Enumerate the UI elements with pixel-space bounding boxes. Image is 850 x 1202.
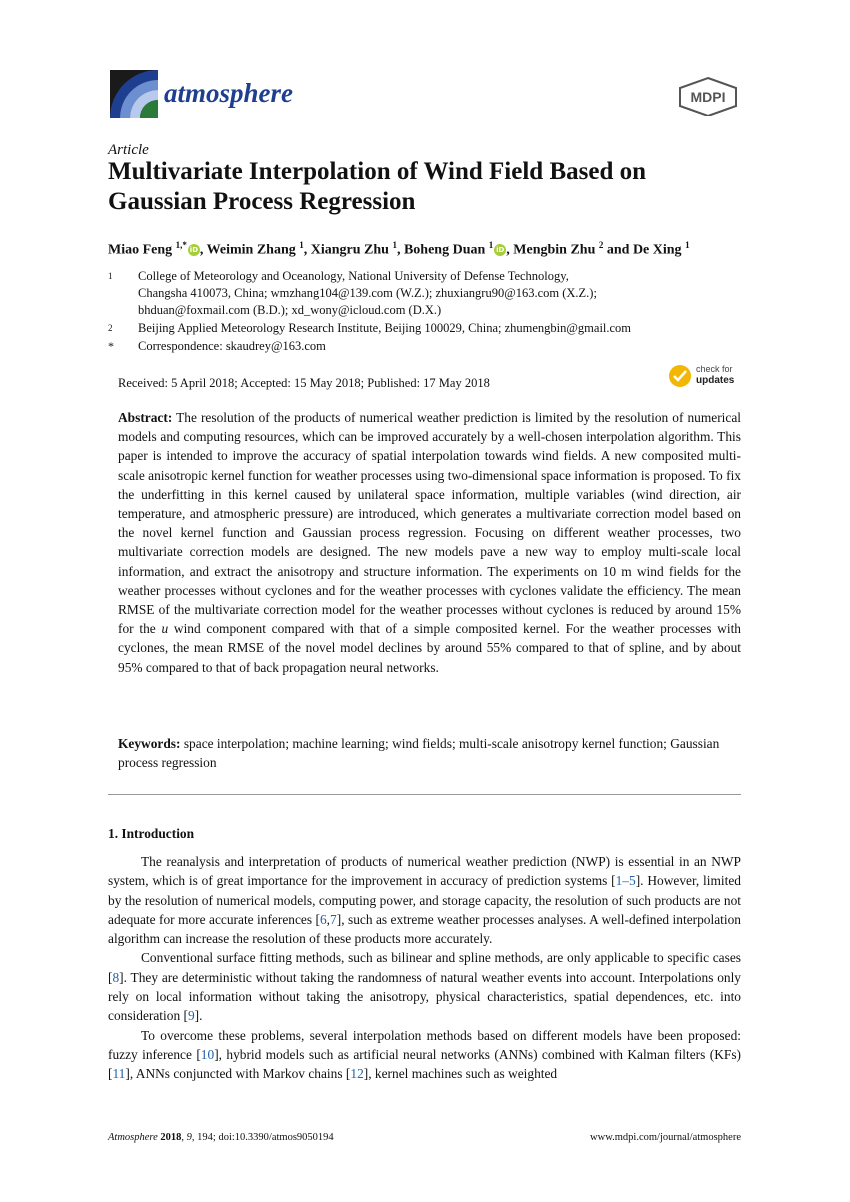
affiliation-line: Changsha 410073, China; wmzhang104@139.com (W.Z.); zhuxiangru90@163.com (X.Z.); (138, 286, 597, 300)
citation-link[interactable]: 9 (187, 1008, 195, 1024)
mdpi-logo-icon (676, 76, 740, 116)
author-sup: 1,* (175, 240, 187, 250)
orcid-icon[interactable]: iD (189, 245, 199, 254)
citation-link[interactable]: 7 (330, 911, 337, 927)
affiliation-1 (108, 268, 748, 319)
journal-logo-icon (110, 70, 158, 118)
author-name[interactable]: Weimin Zhang (206, 242, 296, 258)
check-updates-icon (668, 364, 692, 388)
keywords-text: space interpolation; machine learning; wind fields; multi-scale anisotropy kernel function; Gaussian process regression (118, 736, 720, 771)
affiliation-number: 2 (108, 323, 113, 333)
citation-link[interactable]: 11 (112, 1066, 126, 1082)
author-separator: , (303, 242, 311, 258)
check-updates-line1: check for (696, 364, 733, 374)
author-name[interactable]: Mengbin Zhu (513, 242, 596, 258)
check-updates-text (696, 364, 734, 386)
footer-year: 2018 (160, 1132, 182, 1143)
check-updates-line2: updates (696, 375, 735, 386)
citation-link[interactable]: 8 (112, 969, 120, 985)
citation-link[interactable]: 10 (200, 1046, 215, 1062)
affiliation-line: Beijing Applied Meteorology Research Institute, Beijing 100029, China; zhumengbin@gmail.com (138, 321, 632, 335)
journal-name: atmosphere (164, 78, 294, 108)
affiliation-number: * (108, 339, 114, 353)
author-name[interactable]: De Xing (632, 242, 682, 258)
author-separator: and (603, 242, 633, 258)
author-sup: 1 (392, 240, 397, 250)
author-separator: , (506, 242, 514, 258)
correspondence (108, 338, 748, 355)
author-list (108, 240, 758, 259)
section-heading: 1. Introduction (108, 826, 195, 841)
section-divider (108, 794, 741, 795)
mdpi-text: MDPI (690, 89, 726, 105)
footer-journal: Atmosphere (108, 1132, 158, 1143)
citation-link[interactable]: 6 (319, 911, 327, 927)
paragraph: Conventional surface fitting methods, such as bilinear and spline methods, are only applicable to specific cases [8]. They are deterministic without taking the randomness of natural weather events into account. Interpolations only rely on local information without taking the anisotropy, physical characteristics, spatial dependences, etc. into consideration [9]. (108, 950, 741, 1024)
keywords (118, 734, 748, 772)
affiliation-2 (108, 320, 748, 337)
abstract (118, 408, 741, 677)
orcid-icon[interactable]: iD (496, 245, 505, 254)
author-name[interactable]: Boheng Duan (403, 242, 486, 258)
author-separator: , (199, 242, 207, 258)
footer-doi[interactable]: , 194; doi:10.3390/atmos9050194 (191, 1132, 334, 1143)
author-sup: 1 (488, 240, 494, 250)
author-sup: 1 (685, 240, 690, 250)
footer-volume: 9 (186, 1132, 192, 1143)
article-type: Article (108, 142, 149, 158)
citation-link[interactable]: 12 (350, 1066, 364, 1082)
article-title: Multivariate Interpolation of Wind Field Based on Gaussian Process Regression (108, 158, 647, 215)
affiliation-line: College of Meteorology and Oceanology, National University of Defense Technology, (138, 269, 569, 283)
footer-citation: Atmosphere 2018, 9, 194; doi:10.3390/atmos9050194 (108, 1132, 334, 1143)
check-for-updates-badge[interactable] (668, 362, 748, 392)
citation-link[interactable]: 1–5 (615, 873, 636, 889)
paragraph: To overcome these problems, several interpolation methods based on different models have been proposed: fuzzy inference [10], hybrid models such as artificial neural networks (ANNs) combined with Kalman filters (KFs) [11], ANNs conjuncted with Markov chains [12], kernel machines such as weighted (108, 1027, 741, 1082)
affiliation-line: bhduan@foxmail.com (B.D.); xd_wony@icloud.com (D.X.) (138, 303, 442, 317)
author-name[interactable]: Xiangru Zhu (310, 242, 389, 258)
author-separator: , (396, 242, 404, 258)
author-sup: 1 (299, 240, 304, 250)
author-name[interactable]: Miao Feng (108, 242, 173, 258)
keywords-label: Keywords: (118, 736, 181, 751)
publication-dates: Received: 5 April 2018; Accepted: 15 May 2018; Published: 17 May 2018 (118, 376, 490, 390)
introduction-body (108, 852, 741, 1084)
abstract-text: The resolution of the products of numerical weather prediction is limited by the resolution of numerical models and computing resources, which can be improved accurately by a well-chosen interpolation algorithm. This paper is intended to improve the accuracy of spatial interpolation towards wind fields. A new composited multi-scale anisotropic kernel function for weather processes using two-dimensional space information is proposed. To fix the underfitting in this kernel caused by unilateral space information, multiple variables (wind direction, air temperature, and atmospheric pressure) are introduced, which generates a multivariate correction model based on the novel kernel function and Gaussian process regression. Focusing on different weather processes, two multivariate correction models are designed. The new models pave a new way to employ multi-scale local information, and extract the anisotropy and structure information. The experiments on 10 m wind fields for the weather processes without cyclones and for the weather processes with cyclones validate the efficiency. The mean RMSE of the multivariate correction model for the weather processes without cyclones is reduced by around 15% for the (118, 410, 742, 637)
abstract-label: Abstract: (118, 410, 173, 425)
footer-url[interactable]: www.mdpi.com/journal/atmosphere (590, 1132, 741, 1143)
paragraph: The reanalysis and interpretation of products of numerical weather prediction (NWP) is essential in an NWP system, which is of great importance for the improvement in accuracy of prediction systems [1–5]. However, limited by the resolution of numerical models, computing power, and storage capacity, the resolution of such products are not adequate for more accurate inferences [6,7], such as extreme weather processes analyses. A well-defined interpolation algorithm can increase the resolution of these products more accurately. (108, 854, 741, 947)
abstract-variable: u (161, 621, 169, 637)
affiliation-number: 1 (108, 271, 113, 281)
abstract-text-2: wind component compared with that of a simple composited kernel. For the weather processes with cyclones, the mean RMSE of the novel model declines by around 55% compared to that of spline, and by about 95% compared to that of back propagation neural networks. (118, 621, 741, 675)
author-sup: 2 (598, 240, 604, 250)
affiliation-line: Correspondence: skaudrey@163.com (138, 339, 326, 353)
